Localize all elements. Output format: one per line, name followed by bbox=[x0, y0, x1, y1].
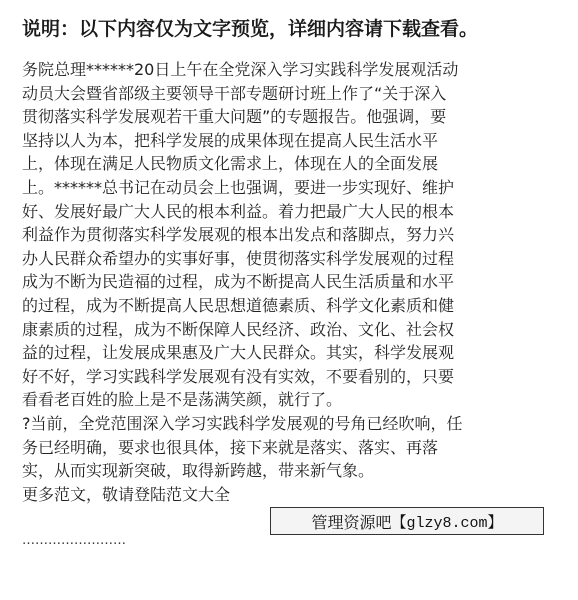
article-line: 上。******总书记在动员会上也强调，要进一步实现好、维护 bbox=[22, 177, 455, 197]
article-line: 办人民群众希望办的实事好事，使贯彻落实科学发展观的过程 bbox=[22, 248, 455, 268]
more-articles-link[interactable]: 更多范文，敬请登陆范文大全 bbox=[22, 484, 231, 504]
article-line: 动员大会暨省部级主要领导干部专题研讨班上作了“关于深入 bbox=[22, 83, 447, 103]
article-line: 务院总理******20日上午在全党深入学习实践科学发展观活动 bbox=[22, 60, 459, 79]
banner-brand: 管理资源吧 bbox=[311, 512, 392, 532]
trailing-dots: …………………… bbox=[22, 533, 126, 548]
article-line: 上，体现在满足人民物质文化需求上，体现在人的全面发展 bbox=[22, 154, 439, 174]
preview-notice: 说明：以下内容仅为文字预览，详细内容请下载查看。 bbox=[22, 18, 479, 40]
article-line: 康素质的过程，成为不断保障人民经济、政治、文化、社会权 bbox=[22, 319, 455, 339]
article-line: 贯彻落实科学发展观若干重大问题”的专题报告。他强调，要 bbox=[22, 107, 447, 127]
article-line: 好、发展好最广大人民的根本利益。着力把最广大人民的根本 bbox=[22, 201, 455, 221]
article-line: 坚持以人为本，把科学发展的成果体现在提高人民生活水平 bbox=[22, 130, 439, 150]
article-line: 成为不断为民造福的过程，成为不断提高人民生活质量和水平 bbox=[22, 272, 455, 292]
article-body bbox=[22, 58, 552, 506]
source-watermark-banner[interactable] bbox=[270, 507, 544, 535]
article-line: 的过程，成为不断提高人民思想道德素质、科学文化素质和健 bbox=[22, 295, 455, 315]
article-line: 务已经明确，要求也很具体，接下来就是落实、落实、再落 bbox=[22, 437, 439, 457]
article-line: 益的过程，让发展成果惠及广大人民群众。其实，科学发展观 bbox=[22, 343, 455, 363]
article-line: 好不好，学习实践科学发展观有没有实效，不要看别的，只要 bbox=[22, 366, 455, 386]
article-line: ?当前，全党范围深入学习实践科学发展观的号角已经吹响，任 bbox=[22, 413, 463, 433]
article-line: 实，从而实现新突破，取得新跨越，带来新气象。 bbox=[22, 461, 375, 481]
banner-url: 【glzy8.com】 bbox=[391, 514, 503, 532]
article-line: 利益作为贯彻落实科学发展观的根本出发点和落脚点，努力兴 bbox=[22, 225, 455, 245]
article-line: 看看老百姓的脸上是不是荡满笑颜，就行了。 bbox=[22, 390, 343, 410]
